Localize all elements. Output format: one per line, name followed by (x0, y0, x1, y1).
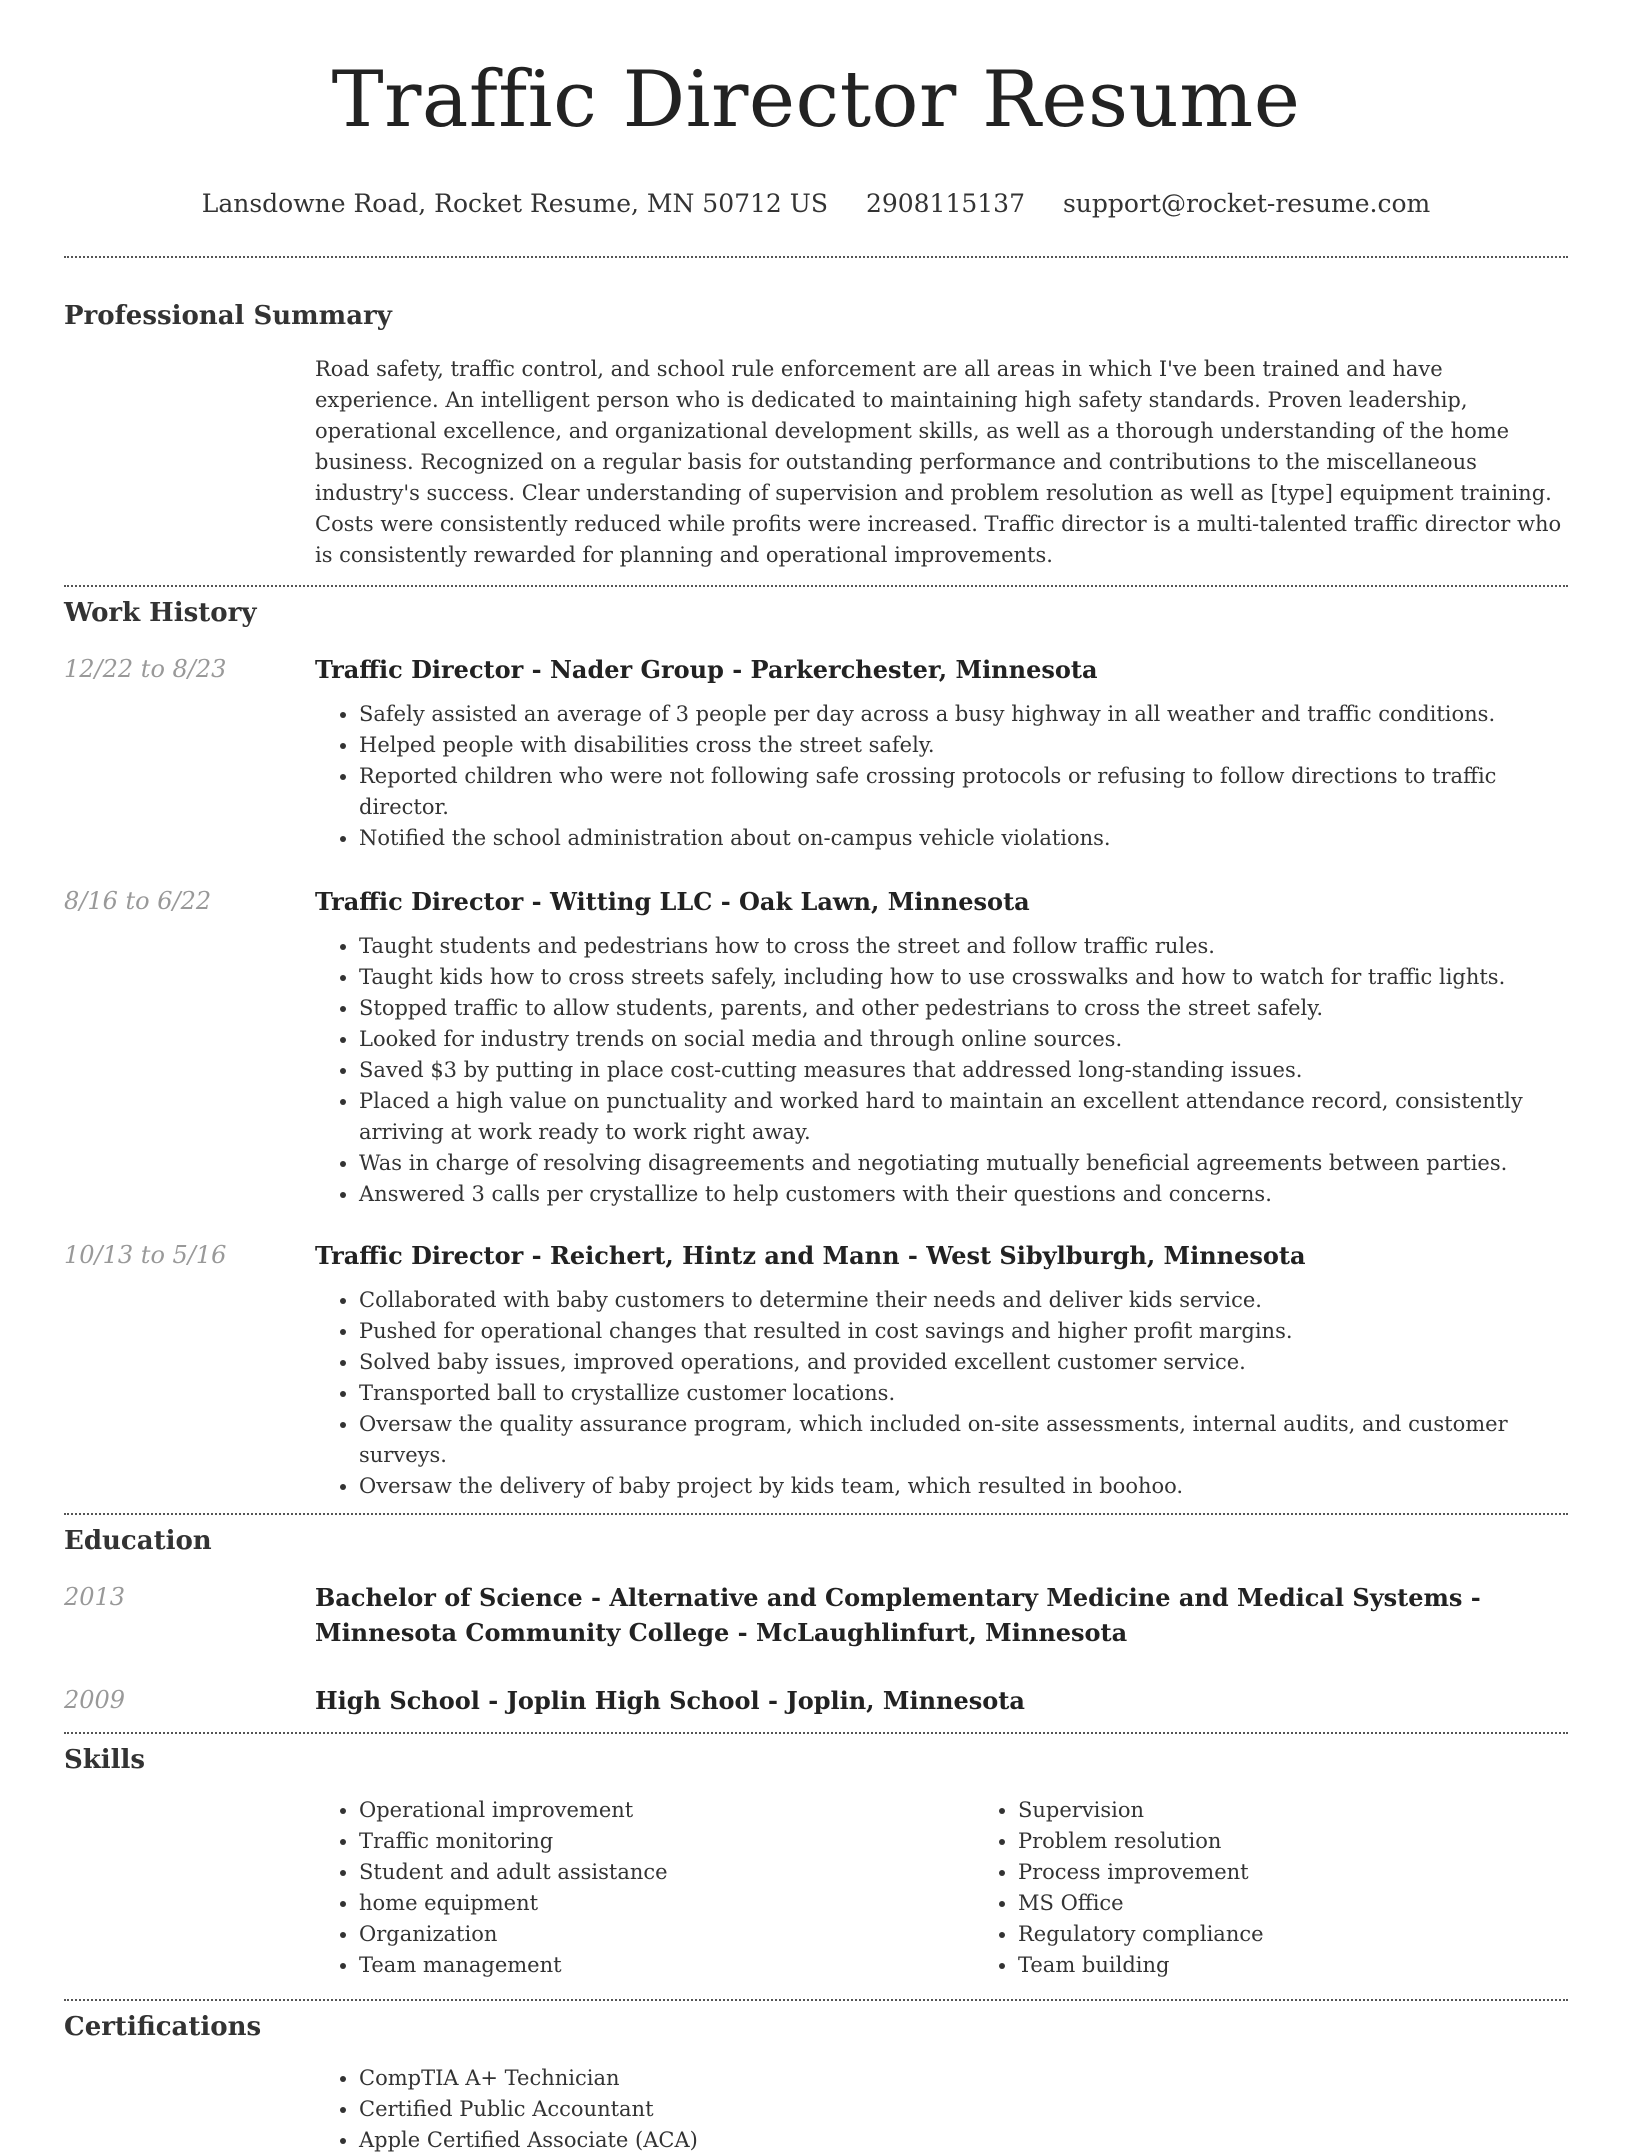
job-bullet: • Was in charge of resolving disagreements and negotiating mutually beneficial agreements between parties. (359, 1148, 1568, 1179)
contact-email: support@rocket-resume.com (1062, 189, 1431, 218)
skill-item: • Team building (1018, 1950, 1632, 1981)
certification-item: • CompTIA A+ Technician (359, 2063, 1568, 2094)
job-entry (64, 884, 1568, 1210)
job-bullets (315, 699, 1568, 854)
section-heading-skills: Skills (64, 1745, 146, 1775)
certification-item: • Apple Certified Associate (ACA) (359, 2125, 1568, 2156)
section-divider (64, 1513, 1568, 1515)
contact-line (64, 188, 1568, 220)
job-entry (64, 1238, 1568, 1502)
skill-item: • Process improvement (1018, 1857, 1632, 1888)
skill-item: • MS Office (1018, 1888, 1632, 1919)
job-bullet: • Answered 3 calls per crystallize to help customers with their questions and concerns. (359, 1179, 1568, 1210)
job-bullet: • Solved baby issues, improved operations, and provided excellent customer service. (359, 1347, 1568, 1378)
section-divider (64, 1999, 1568, 2001)
resume-page (64, 0, 1568, 2156)
education-title: Bachelor of Science - Alternative and Complementary Medicine and Medical Systems - Minnesota Community College - McLaughlinfurt, Minnesota (315, 1583, 1481, 1647)
job-bullet: • Taught students and pedestrians how to cross the street and follow traffic rules. (359, 931, 1568, 962)
education-date: 2013 (64, 1583, 126, 1611)
job-date: 8/16 to 6/22 (64, 887, 212, 915)
resume-title: Traffic Director Resume (331, 55, 1301, 145)
job-bullet: • Oversaw the delivery of baby project by kids team, which resulted in boohoo. (359, 1471, 1568, 1502)
job-bullet: • Oversaw the quality assurance program, which included on-site assessments, internal audits, and customer surveys. (359, 1409, 1568, 1471)
section-heading-work: Work History (64, 598, 257, 628)
skill-item: • Student and adult assistance (359, 1857, 974, 1888)
job-bullet: • Taught kids how to cross streets safely, including how to use crosswalks and how to watch for traffic lights. (359, 962, 1568, 993)
skill-item: • Operational improvement (359, 1795, 974, 1826)
skill-item: • Organization (359, 1919, 974, 1950)
job-bullet: • Collaborated with baby customers to determine their needs and deliver kids service. (359, 1285, 1568, 1316)
job-title: Traffic Director - Nader Group - Parkerchester, Minnesota (315, 655, 1098, 684)
contact-address: Lansdowne Road, Rocket Resume, MN 50712 US (201, 189, 828, 218)
education-entry (64, 1580, 1568, 1650)
job-date: 12/22 to 8/23 (64, 655, 227, 683)
job-title: Traffic Director - Witting LLC - Oak Lawn, Minnesota (315, 887, 1030, 916)
job-bullet: • Looked for industry trends on social media and through online sources. (359, 1024, 1568, 1055)
summary-text: Road safety, traffic control, and school rule enforcement are all areas in which I've been trained and have experience. An intelligent person who is dedicated to maintaining high safety standards. Proven leadership, operational excellence, and organizational development skills, as well as a thorough understanding of the home business. Recognized on a regular basis for outstanding performance and contributions to the miscellaneous industry's success. Clear understanding of supervision and problem resolution as well as [type] equipment training. Costs were consistently reduced while profits were increased. Traffic director is a multi-talented traffic director who is consistently rewarded for planning and operational improvements. (315, 357, 1562, 567)
skill-item: • Supervision (1018, 1795, 1632, 1826)
job-bullet: • Helped people with disabilities cross the street safely. (359, 730, 1568, 761)
skill-item: • Team management (359, 1950, 974, 1981)
skill-item: • home equipment (359, 1888, 974, 1919)
job-bullet: • Notified the school administration about on-campus vehicle violations. (359, 823, 1568, 854)
skill-item: • Problem resolution (1018, 1826, 1632, 1857)
skill-item: • Traffic monitoring (359, 1826, 974, 1857)
contact-phone: 2908115137 (865, 189, 1025, 218)
certifications-list (315, 2063, 1568, 2156)
summary-row (64, 354, 1568, 571)
section-divider (64, 256, 1568, 258)
skills-grid (315, 1795, 1632, 1981)
education-date: 2009 (64, 1686, 126, 1714)
job-bullet: • Stopped traffic to allow students, parents, and other pedestrians to cross the street safely. (359, 993, 1568, 1024)
job-bullet: • Saved $3 by putting in place cost-cutting measures that addressed long-standing issues. (359, 1055, 1568, 1086)
certification-item: • Certified Public Accountant (359, 2094, 1568, 2125)
section-heading-certifications: Certifications (64, 2012, 262, 2042)
section-divider (64, 585, 1568, 587)
education-entry (64, 1683, 1568, 1718)
job-bullet: • Safely assisted an average of 3 people per day across a busy highway in all weather and traffic conditions. (359, 699, 1568, 730)
skills-list-left (315, 1795, 974, 1981)
section-divider (64, 1732, 1568, 1734)
skills-list-right (974, 1795, 1632, 1981)
section-heading-summary: Professional Summary (64, 301, 392, 331)
job-bullet: • Reported children who were not following safe crossing protocols or refusing to follow directions to traffic director. (359, 761, 1568, 823)
job-date: 10/13 to 5/16 (64, 1241, 227, 1269)
certifications-row (64, 2063, 1568, 2156)
job-bullet: • Transported ball to crystallize customer locations. (359, 1378, 1568, 1409)
education-title: High School - Joplin High School - Joplin, Minnesota (315, 1686, 1025, 1715)
job-title: Traffic Director - Reichert, Hintz and Mann - West Sibylburgh, Minnesota (315, 1241, 1306, 1270)
skill-item: • Regulatory compliance (1018, 1919, 1632, 1950)
section-heading-education: Education (64, 1526, 212, 1556)
job-bullet: • Pushed for operational changes that resulted in cost savings and higher profit margins. (359, 1316, 1568, 1347)
skills-row (64, 1795, 1568, 1981)
job-bullet: • Placed a high value on punctuality and worked hard to maintain an excellent attendance record, consistently arriving at work ready to work right away. (359, 1086, 1568, 1148)
job-bullets (315, 1285, 1568, 1502)
job-bullets (315, 931, 1568, 1210)
job-entry (64, 652, 1568, 854)
